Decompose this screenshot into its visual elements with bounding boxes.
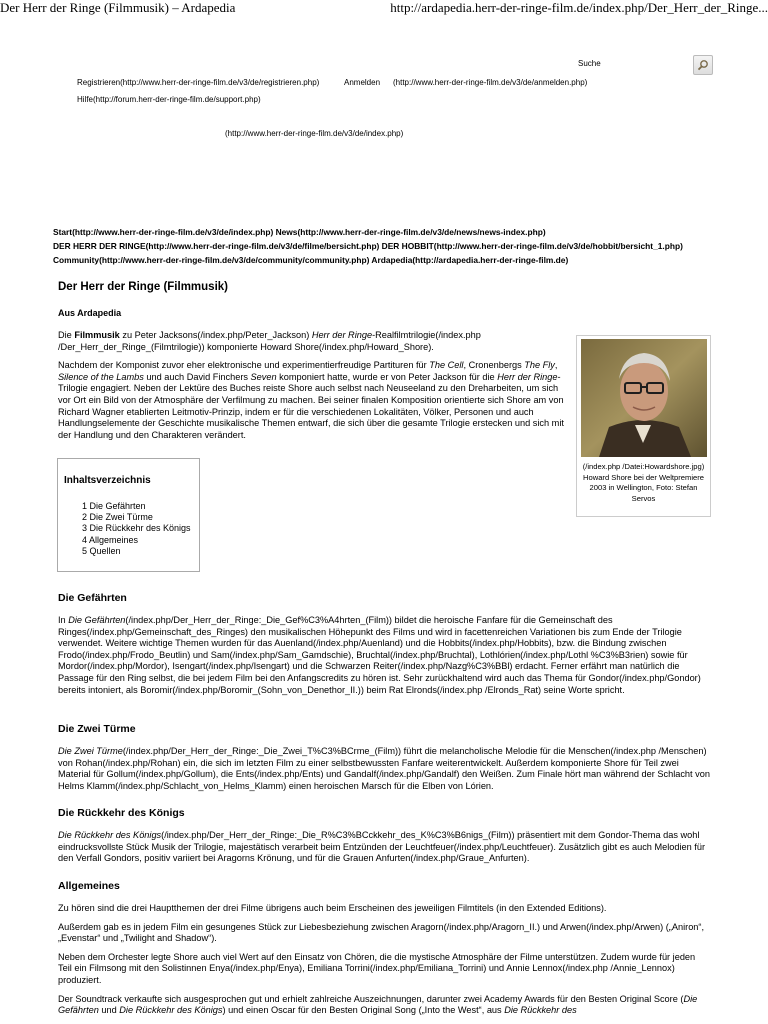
- page-url: http://ardapedia.herr-der-ringe-film.de/index.php/Der_Herr_der_Ringe...: [390, 0, 768, 15]
- nav-row-community[interactable]: Community(http://www.herr-der-ringe-film.de/v3/de/community/community.php) Ardapedia(http://ardapedia.herr-der-ringe-film.de): [53, 255, 569, 265]
- toc-item-allgemeines[interactable]: 4 Allgemeines: [82, 534, 139, 545]
- allgemeines-p1: Zu hören sind die drei Hauptthemen der drei Filme übrigens auch beim Erscheinen des jeweiligen Filmtitels (in den Extended Editions).: [58, 903, 607, 913]
- allgemeines-p2: Außerdem gab es in jedem Film ein gesungenes Stück zur Liebesbeziehung zwischen Aragorn(/index.php/Aragorn_II.) und Arwen(/index.php/Arwen) („Aniron“, „Evenstar“ und „Twilight and Shadow“).: [58, 921, 705, 944]
- table-of-contents: [57, 458, 200, 572]
- section-heading-allgemeines: Allgemeines: [58, 880, 120, 892]
- search-icon: [694, 56, 712, 74]
- login-link[interactable]: Anmelden: [344, 78, 381, 87]
- register-link[interactable]: Registrieren(http://www.herr-der-ringe-film.de/v3/de/registrieren.php): [77, 78, 320, 87]
- image-thumbnail: [576, 335, 711, 517]
- toc-item-rueckkehr[interactable]: 3 Die Rückkehr des Königs: [82, 523, 191, 534]
- login-url[interactable]: (http://www.herr-der-ringe-film.de/v3/de/anmelden.php): [393, 78, 588, 87]
- logo-link[interactable]: (http://www.herr-der-ringe-film.de/v3/de/index.php): [225, 129, 404, 138]
- section-gefaehrten-text: In Die Gefährten(/index.php/Der_Herr_der_Ringe:_Die_Gef%C3%A4hrten_(Film)) bildet die heroische Fanfare für die Gemeinschaft des Ringes(/index.php/Gemeinschaft_des_Ringes) den musikalischen Höhepunkt des Films und wird in facettenreichen Variationen bis zum Ende der Trilogie verwendet. Weitere wichtige Themen wurden für das Auenland(/index.php/Auenland) und die Hobbits(/index.php/Hobbits), bzw. die Bindung zwischen Frodo(/index.php/Frodo_Beutlin) und Sam(/index.php/Sam_Gamdschie), Bruchtal(/index.php/Bruchtal), Lothlórien(/index.php/Lothl %C3%B3rien) sowie für Mordor(/index.php/Mordor), Isengart(/index.php/Isengart) und die Schwarzen Reiter(/index.php/Nazg%C3%BBl) erdacht. Ferner erfährt man natürlich die Passage für den Ring selbst, die bei jedem Film bei den Anfangscredits zu hören ist. Sehr zurückhaltend wird auch das Thema für Gondor(/index.php/Gondor) bereits intoniert, als Boromir(/index.php/Boromir_(Sohn_von_Denethor_II.)) beim Rat Elronds(/index.php /Elronds_Rat) seine Worte spricht.: [58, 615, 701, 695]
- nav-row-start-news[interactable]: Start(http://www.herr-der-ringe-film.de/v3/de/index.php) News(http://www.herr-der-ringe-film.de/v3/de/news/news-index.php): [53, 227, 546, 237]
- page-title: Der Herr der Ringe (Filmmusik) – Ardapedia: [0, 0, 236, 15]
- section-heading-zwei-tuerme: Die Zwei Türme: [58, 723, 136, 735]
- image-caption: Howard Shore bei der Weltpremiere 2003 in Wellington, Foto: Stefan Servos: [583, 472, 704, 503]
- toc-item-gefaehrten[interactable]: 1 Die Gefährten: [82, 501, 146, 511]
- toc-item-quellen[interactable]: 5 Quellen: [82, 545, 121, 556]
- toc-item-zwei-tuerme[interactable]: 2 Die Zwei Türme: [82, 512, 153, 523]
- search-label: Suche: [578, 59, 601, 68]
- allgemeines-p4: Der Soundtrack verkaufte sich ausgesprochen gut und erhielt zahlreiche Auszeichnungen, darunter zwei Academy Awards für den Besten Original Score (Die Gefährten und Die Rückkehr des Königs) und einen Oscar für den Besten Original Song („Into the West“, aus Die Rückkehr des: [58, 993, 698, 1016]
- section-heading-gefaehrten: Die Gefährten: [58, 592, 127, 604]
- section-rueckkehr-text: Die Rückkehr des Königs(/index.php/Der_Herr_der_Ringe:_Die_R%C3%BCckkehr_des_K%C3%B6nigs_(Film)) präsentiert mit dem Gondor-Thema das wohl eindrucksvollste Stück Musik der Trilogie, majestätisch verarbeit beim Entzünden der Leuchtfeuer(/index.php/Leuchtfeuer). Zusätzlich gibt es auch Melodien für den Verfall Gondors, positiv variiert bei Aragorns Krönung, und für die Grauen Anfurten(/index.php/Graue_Anfurten).: [58, 830, 706, 864]
- section-zwei-tuerme-text: Die Zwei Türme(/index.php/Der_Herr_der_Ringe:_Die_Zwei_T%C3%BCrme_(Film)) führt die melancholische Melodie für die Menschen(/index.php /Menschen) von Rohan(/index.php/Rohan) ein, die sich im letzten Film zu einer selbstbewussten Fanfare weiterentwickelt. Außerdem komponierte Shore für Teil zwei Material für Gollum(/index.php/Gollum), die Ents(/index.php/Ents) und Gandalf(/index.php/Gandalf) den Weißen. Zum Finale hört man während der Schlacht von Helms Klamm(/index.php/Schlacht_von_Helms_Klamm) einen heroischen Marsch für die Elben von Lórien.: [58, 746, 710, 791]
- search-button[interactable]: [693, 55, 713, 75]
- section-allgemeines-text: [58, 903, 710, 1024]
- nav-row-films[interactable]: DER HERR DER RINGE(http://www.herr-der-ringe-film.de/v3/de/filme/bersicht.php) DER HOBBIT(http://www.herr-der-ringe-film.de/v3/de/hobbit/bersicht_1.php): [53, 241, 683, 251]
- article-source: Aus Ardapedia: [58, 308, 122, 318]
- intro-paragraph: Die Filmmusik zu Peter Jacksons(/index.php/Peter_Jackson) Herr der Ringe-Realfilmtrilogie(/index.php /Der_Herr_der_Ringe_(Filmtrilogie)) komponierte Howard Shore(/index.php/Howard_Shore). Nachdem der Komponist zuvor eher elektronische und experimentierfreudige Partituren für The Cell, Cronenbergs The Fly, Silence of the Lambs und auch David Finchers Seven komponiert hatte, wurde er von Peter Jackson für die Herr der Ringe-Trilogie engagiert. Neben der Lektüre des Buches reiste Shore auch selbst nach Neuseeland zu den Dreharbeiten, um sich vor Ort ein Bild von der Atmosphäre der Verfilmung zu machen. Bei seiner finalen Komposition orientierte sich Shore am von Richard Wagner etablierten Leitmotiv-Prinzip, indem er für die verschiedenen Lokalitäten, Völker, Personen und auch Handlungselemente der Geschichte musikalische Themen entwarf, die sich über die gesamte Trilogie erstecken und sich mit der Handlung und den Charakteren verändert.: [58, 330, 564, 440]
- allgemeines-p3: Neben dem Orchester legte Shore auch viel Wert auf den Einsatz von Chören, die die mystische Atmosphäre der Filme unterstützen. Zudem wurde für jeden Teil ein Filmsong mit den Solistinnen Enya(/index.php/Enya), Emiliana Torrini(/index.php/Emiliana_Torrini) und Annie Lennox(/index.php /Annie_Lennox) produziert.: [58, 951, 696, 985]
- toc-title: Inhaltsverzeichnis: [64, 475, 151, 486]
- image-link[interactable]: (/index.php /Datei:Howardshore.jpg): [582, 462, 705, 471]
- article-title: Der Herr der Ringe (Filmmusik): [58, 281, 228, 293]
- howard-shore-photo[interactable]: [581, 339, 707, 457]
- help-link[interactable]: Hilfe(http://forum.herr-der-ringe-film.de/support.php): [77, 95, 261, 104]
- section-heading-rueckkehr: Die Rückkehr des Königs: [58, 807, 185, 819]
